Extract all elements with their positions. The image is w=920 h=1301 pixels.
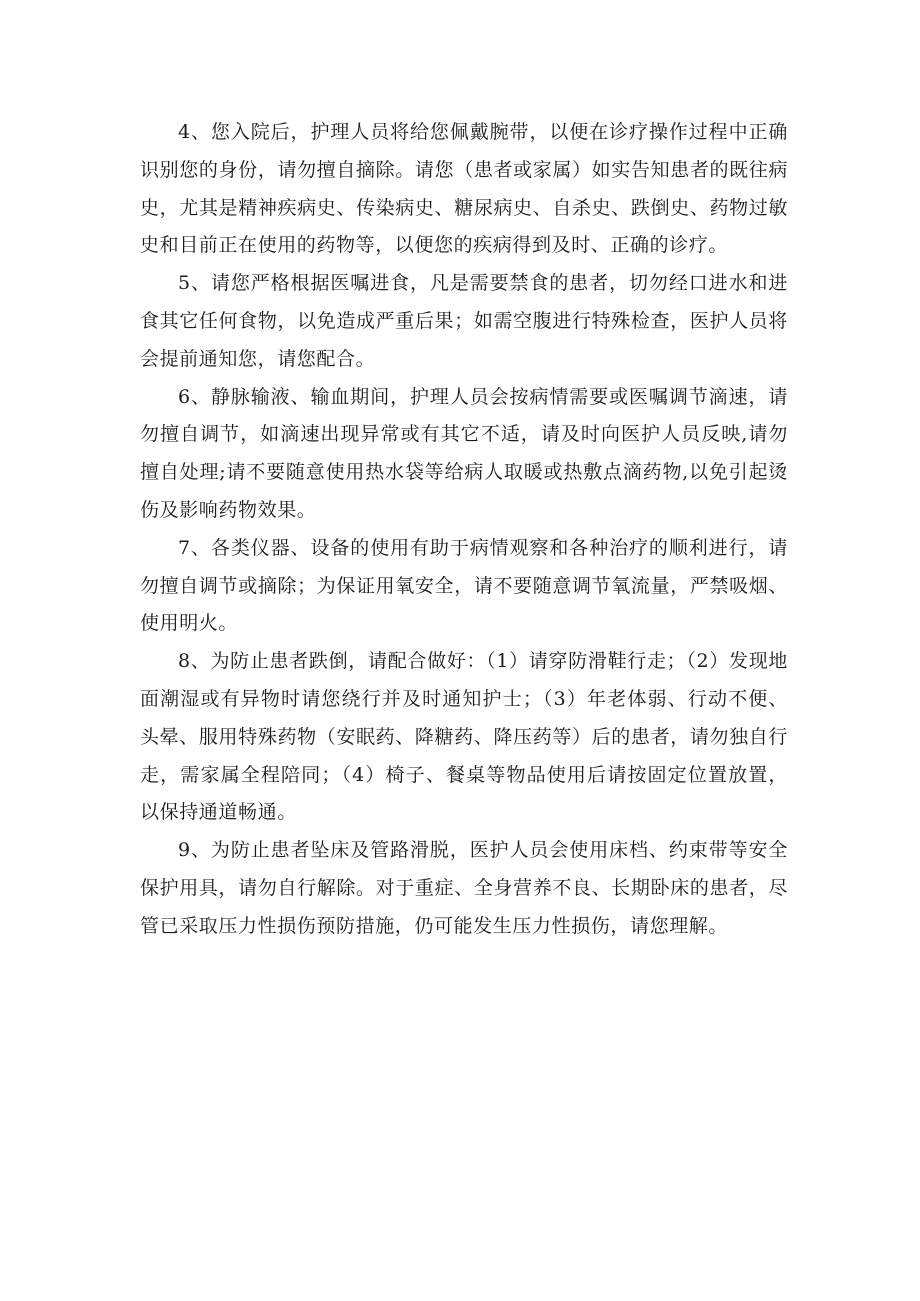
paragraph-item-6: 6、静脉输液、输血期间，护理人员会按病情需要或医嘱调节滴速，请勿擅自调节，如滴速出现异常或有其它不适，请及时向医护人员反映,请勿擅自处理;请不要随意使用热水袋等给病人取暖或热敷点滴药物,以免引起烫伤及影响药物效果。 <box>140 385 788 521</box>
paragraph-item-9: 9、为防止患者坠床及管路滑脱，医护人员会使用床档、约束带等安全保护用具，请勿自行解除。对于重症、全身营养不良、长期卧床的患者，尽管已采取压力性损伤预防措施，仍可能发生压力性损伤，请您理解。 <box>140 839 788 937</box>
paragraph-item-5: 5、请您严格根据医嘱进食，凡是需要禁食的患者，切勿经口进水和进食其它任何食物，以免造成严重后果；如需空腹进行特殊检查，医护人员将会提前通知您，请您配合。 <box>140 272 788 370</box>
paragraph-item-7: 7、各类仪器、设备的使用有助于病情观察和各种治疗的顺利进行，请勿擅自调节或摘除；为保证用氧安全，请不要随意调节氧流量，严禁吸烟、使用明火。 <box>140 536 788 635</box>
paragraph-item-8: 8、为防止患者跌倒，请配合做好：（1）请穿防滑鞋行走；（2）发现地面潮湿或有异物时请您绕行并及时通知护士；（3）年老体弱、行动不便、头晕、服用特殊药物（安眠药、降糖药、降压药等）后的患者，请勿独自行走，需家属全程陪同；（4）椅子、餐桌等物品使用后请按固定位置放置，以保持通道畅通。 <box>140 650 788 824</box>
document-body <box>140 114 788 946</box>
paragraph-item-4: 4、您入院后，护理人员将给您佩戴腕带，以便在诊疗操作过程中正确识别您的身份，请勿擅自摘除。请您（患者或家属）如实告知患者的既往病史，尤其是精神疾病史、传染病史、糖尿病史、自杀史、跌倒史、药物过敏史和目前正在使用的药物等，以便您的疾病得到及时、正确的诊疗。 <box>140 121 788 257</box>
